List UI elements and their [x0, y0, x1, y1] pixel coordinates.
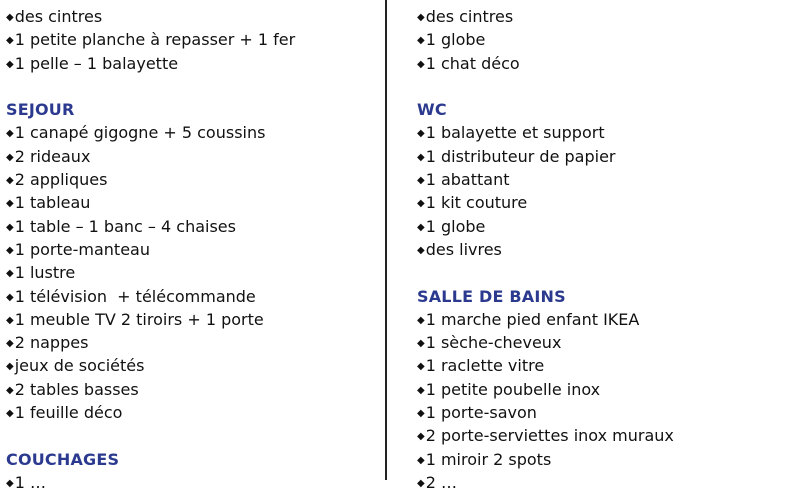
- diamond-bullet-icon: ◆: [417, 151, 425, 163]
- diamond-bullet-icon: ◆: [417, 198, 425, 210]
- list-item: ◆1 marche pied enfant IKEA: [417, 309, 640, 329]
- diamond-bullet-icon: ◆: [6, 58, 14, 70]
- section-heading-wc: WC: [417, 100, 447, 120]
- left-column: [6, 5, 378, 494]
- diamond-bullet-icon: ◆: [6, 198, 14, 210]
- diamond-bullet-icon: ◆: [6, 268, 14, 280]
- diamond-bullet-icon: ◆: [417, 12, 425, 23]
- list-item: ◆1 raclette vitre: [417, 356, 545, 376]
- diamond-bullet-icon: ◆: [6, 151, 14, 163]
- diamond-bullet-icon: ◆: [6, 128, 14, 140]
- list-item: ◆1 miroir 2 spots: [417, 449, 552, 469]
- list-item: ◆1 balayette et support: [417, 123, 605, 143]
- list-item: ◆1 table – 1 banc – 4 chaises: [6, 216, 236, 236]
- diamond-bullet-icon: ◆: [417, 128, 425, 140]
- diamond-bullet-icon: ◆: [6, 35, 14, 47]
- spacer: [6, 75, 378, 98]
- diamond-bullet-icon: ◆: [417, 314, 425, 326]
- list-item: ◆jeux de sociétés: [6, 356, 145, 376]
- diamond-bullet-icon: ◆: [417, 477, 425, 489]
- list-item: ◆des livres: [417, 239, 502, 259]
- list-item: ◆1 globe: [417, 30, 486, 50]
- diamond-bullet-icon: ◆: [417, 244, 425, 256]
- diamond-bullet-icon: ◆: [6, 221, 14, 233]
- list-item: ◆des cintres: [417, 7, 514, 26]
- diamond-bullet-icon: ◆: [6, 408, 14, 420]
- list-item: ◆2 appliques: [6, 170, 108, 190]
- spacer: [6, 424, 378, 447]
- list-item: ◆1 porte-manteau: [6, 239, 150, 259]
- diamond-bullet-icon: ◆: [417, 175, 425, 187]
- diamond-bullet-icon: ◆: [417, 35, 425, 47]
- diamond-bullet-icon: ◆: [417, 408, 425, 420]
- diamond-bullet-icon: ◆: [6, 244, 14, 256]
- list-item: ◆2 …: [417, 472, 457, 492]
- diamond-bullet-icon: ◆: [417, 454, 425, 466]
- list-item: ◆1 petite planche à repasser + 1 fer: [6, 30, 296, 50]
- list-item: ◆1 canapé gigogne + 5 coussins: [6, 123, 266, 143]
- list-item: ◆1 kit couture: [417, 193, 528, 213]
- list-item: ◆1 lustre: [6, 263, 76, 283]
- list-item: ◆1 globe: [417, 216, 486, 236]
- diamond-bullet-icon: ◆: [417, 338, 425, 350]
- list-item: ◆1 feuille déco: [6, 403, 123, 423]
- diamond-bullet-icon: ◆: [6, 477, 14, 489]
- list-item: ◆1 petite poubelle inox: [417, 379, 601, 399]
- section-heading-salle-de-bains: SALLE DE BAINS: [417, 286, 566, 306]
- list-item: ◆1 abattant: [417, 170, 510, 190]
- list-item: ◆1 …: [6, 472, 46, 492]
- diamond-bullet-icon: ◆: [417, 431, 425, 443]
- list-item: ◆2 nappes: [6, 333, 89, 353]
- diamond-bullet-icon: ◆: [417, 361, 425, 373]
- list-item: ◆1 tableau: [6, 193, 91, 213]
- list-item: ◆1 pelle – 1 balayette: [6, 53, 179, 73]
- spacer: [417, 75, 795, 98]
- list-item: ◆2 tables basses: [6, 379, 139, 399]
- diamond-bullet-icon: ◆: [6, 361, 14, 373]
- list-item: ◆1 sèche-cheveux: [417, 333, 562, 353]
- list-item: ◆2 rideaux: [6, 146, 91, 166]
- list-item: ◆1 meuble TV 2 tiroirs + 1 porte: [6, 309, 264, 329]
- diamond-bullet-icon: ◆: [6, 384, 14, 396]
- spacer: [417, 261, 795, 284]
- diamond-bullet-icon: ◆: [417, 221, 425, 233]
- diamond-bullet-icon: ◆: [417, 58, 425, 70]
- list-item: ◆des cintres: [6, 7, 103, 26]
- list-item: ◆2 porte-serviettes inox muraux: [417, 426, 674, 446]
- right-column: [417, 5, 795, 494]
- diamond-bullet-icon: ◆: [417, 384, 425, 396]
- diamond-bullet-icon: ◆: [6, 12, 14, 23]
- list-item: ◆1 distributeur de papier: [417, 146, 616, 166]
- list-item: ◆1 porte-savon: [417, 403, 537, 423]
- diamond-bullet-icon: ◆: [6, 338, 14, 350]
- list-item: ◆1 télévision + télécommande: [6, 286, 256, 306]
- diamond-bullet-icon: ◆: [6, 175, 14, 187]
- diamond-bullet-icon: ◆: [6, 291, 14, 303]
- list-item: ◆1 chat déco: [417, 53, 520, 73]
- section-heading-sejour: SEJOUR: [6, 100, 75, 120]
- column-divider: [385, 0, 387, 480]
- diamond-bullet-icon: ◆: [6, 314, 14, 326]
- section-heading-couchages: COUCHAGES: [6, 449, 120, 469]
